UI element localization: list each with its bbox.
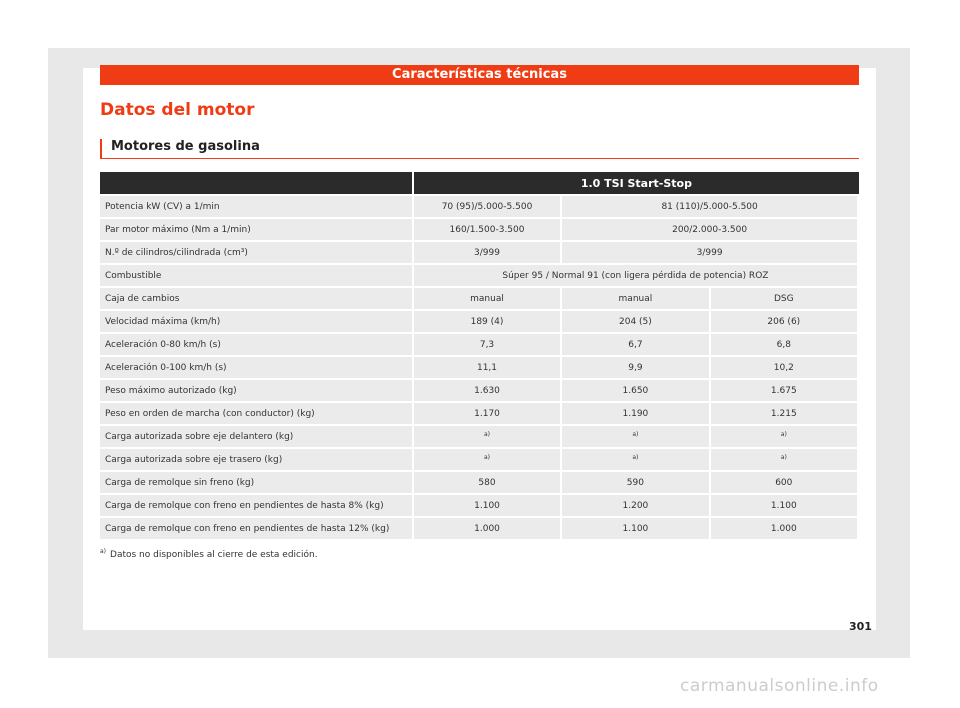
row-value: 81 (110)/5.000-5.500 bbox=[562, 196, 859, 217]
footnote-ref: a) bbox=[780, 453, 787, 461]
table-row bbox=[100, 449, 859, 470]
row-value: 1.215 bbox=[711, 403, 859, 424]
row-value: 1.650 bbox=[562, 380, 710, 401]
row-label: Combustible bbox=[100, 265, 414, 286]
row-value: 9,9 bbox=[562, 357, 710, 378]
row-label: Carga autorizada sobre eje trasero (kg) bbox=[100, 449, 414, 470]
table-row bbox=[100, 357, 859, 378]
row-value: 70 (95)/5.000-5.500 bbox=[414, 196, 562, 217]
page-number: 301 bbox=[849, 620, 872, 633]
row-value: 1.200 bbox=[562, 495, 710, 516]
row-value: 580 bbox=[414, 472, 562, 493]
footnote-text: Datos no disponibles al cierre de esta edición. bbox=[110, 550, 318, 560]
row-value: 600 bbox=[711, 472, 859, 493]
table-row bbox=[100, 242, 859, 263]
row-value: DSG bbox=[711, 288, 859, 309]
row-value: 206 (6) bbox=[711, 311, 859, 332]
table-row bbox=[100, 380, 859, 401]
row-value bbox=[711, 449, 859, 470]
row-value bbox=[711, 426, 859, 447]
table-row bbox=[100, 518, 859, 539]
row-value: 10,2 bbox=[711, 357, 859, 378]
row-label: Carga de remolque con freno en pendientes de hasta 8% (kg) bbox=[100, 495, 414, 516]
watermark: carmanualsonline.info bbox=[680, 676, 879, 696]
row-value: 11,1 bbox=[414, 357, 562, 378]
row-label: Par motor máximo (Nm a 1/min) bbox=[100, 219, 414, 240]
row-label: Peso en orden de marcha (con conductor) (kg) bbox=[100, 403, 414, 424]
footnote-ref: a) bbox=[483, 430, 491, 438]
row-value: 1.000 bbox=[711, 518, 859, 539]
row-value: 6,8 bbox=[711, 334, 859, 355]
row-value: 204 (5) bbox=[562, 311, 710, 332]
row-value: 1.630 bbox=[414, 380, 562, 401]
row-value bbox=[562, 449, 710, 470]
row-label: Peso máximo autorizado (kg) bbox=[100, 380, 414, 401]
row-value: 1.100 bbox=[414, 495, 562, 516]
engine-data-table bbox=[100, 170, 859, 541]
row-value: 160/1.500-3.500 bbox=[414, 219, 562, 240]
row-value: 1.190 bbox=[562, 403, 710, 424]
row-label: Carga autorizada sobre eje delantero (kg) bbox=[100, 426, 414, 447]
table-row bbox=[100, 219, 859, 240]
row-value: 1.100 bbox=[562, 518, 710, 539]
chapter-header: Características técnicas bbox=[100, 65, 859, 85]
table-header-row bbox=[100, 172, 859, 194]
row-value: 1.170 bbox=[414, 403, 562, 424]
row-label: Carga de remolque con freno en pendientes de hasta 12% (kg) bbox=[100, 518, 414, 539]
footnote-marker: a) bbox=[100, 548, 107, 555]
table-row bbox=[100, 472, 859, 493]
row-value bbox=[562, 426, 710, 447]
row-value: 590 bbox=[562, 472, 710, 493]
table-row bbox=[100, 311, 859, 332]
table-row bbox=[100, 265, 859, 286]
footnote-ref: a) bbox=[483, 453, 491, 461]
row-label: Aceleración 0-80 km/h (s) bbox=[100, 334, 414, 355]
row-label: N.º de cilindros/cilindrada (cm³) bbox=[100, 242, 414, 263]
row-value bbox=[414, 426, 562, 447]
row-value: 200/2.000-3.500 bbox=[562, 219, 859, 240]
table-row bbox=[100, 196, 859, 217]
footnote-ref: a) bbox=[780, 430, 787, 438]
row-value: 3/999 bbox=[414, 242, 562, 263]
row-value: 189 (4) bbox=[414, 311, 562, 332]
row-label: Potencia kW (CV) a 1/min bbox=[100, 196, 414, 217]
row-value: 3/999 bbox=[562, 242, 859, 263]
table-row bbox=[100, 288, 859, 309]
section-title: Datos del motor bbox=[100, 100, 255, 120]
table-row bbox=[100, 403, 859, 424]
row-value: 1.100 bbox=[711, 495, 859, 516]
footnote-ref: a) bbox=[632, 430, 639, 438]
row-label: Velocidad máxima (km/h) bbox=[100, 311, 414, 332]
row-value: Súper 95 / Normal 91 (con ligera pérdida de potencia) ROZ bbox=[414, 265, 859, 286]
row-label: Carga de remolque sin freno (kg) bbox=[100, 472, 414, 493]
row-value: manual bbox=[562, 288, 710, 309]
row-value: manual bbox=[414, 288, 562, 309]
row-label: Aceleración 0-100 km/h (s) bbox=[100, 357, 414, 378]
row-value: 1.000 bbox=[414, 518, 562, 539]
table-header-blank bbox=[100, 172, 414, 194]
table-row bbox=[100, 426, 859, 447]
table-header-engine: 1.0 TSI Start-Stop bbox=[414, 172, 859, 194]
row-value: 7,3 bbox=[414, 334, 562, 355]
table-row bbox=[100, 334, 859, 355]
row-label: Caja de cambios bbox=[100, 288, 414, 309]
footnote-ref: a) bbox=[632, 453, 639, 461]
row-value: 6,7 bbox=[562, 334, 710, 355]
footnote bbox=[100, 548, 318, 560]
sub-title: Motores de gasolina bbox=[100, 139, 859, 159]
row-value: 1.675 bbox=[711, 380, 859, 401]
row-value bbox=[414, 449, 562, 470]
table-row bbox=[100, 495, 859, 516]
